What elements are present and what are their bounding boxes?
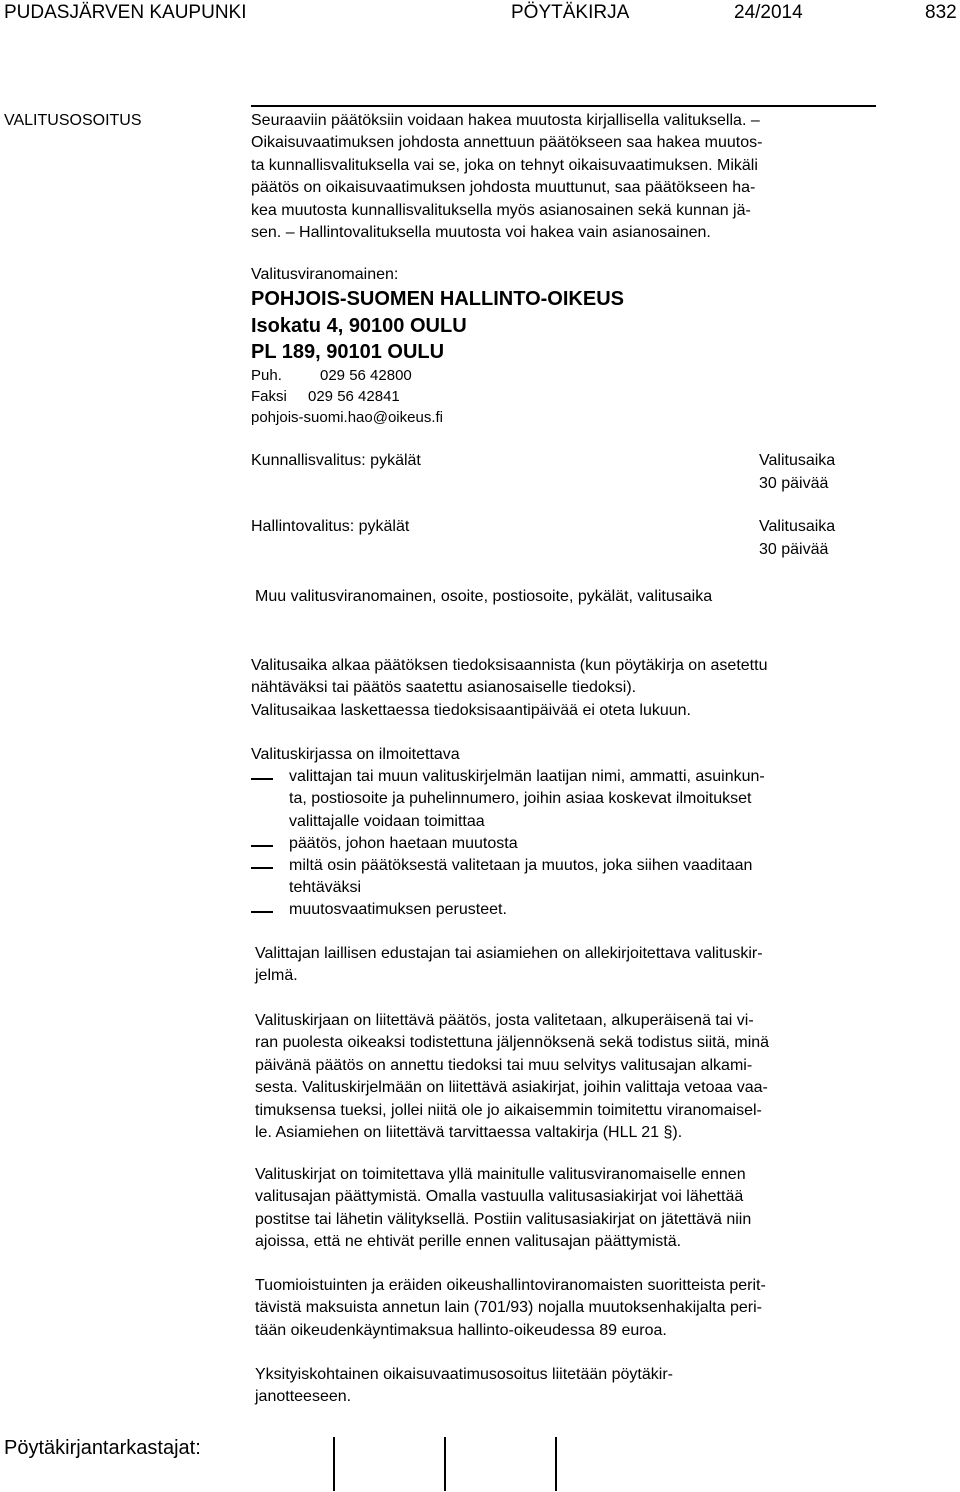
phone-label: Puh. [251,367,282,384]
dash-bullet [251,911,273,913]
text-line: kea muutosta kunnallisvalituksella myös asianosainen sekä kunnan jä- [251,201,751,219]
authority-email: pohjois-suomi.hao@oikeus.fi [251,409,443,426]
list-item [289,899,507,921]
text-line: Valittajan laillisen edustajan tai asiamiehen on allekirjoitettava valituskir- [255,945,763,962]
text-line: Valituskirjat on toimitettava yllä mainitulle valitusviranomaiselle ennen [255,1166,746,1183]
letter-heading: Valituskirjassa on ilmoitettava [251,746,460,763]
municipal-appeal-label: Kunnallisvalitus: pykälät [251,452,421,469]
dash-bullet [251,845,273,847]
text-line: päätös, johon haetaan muutosta [289,835,518,852]
authority-name: POHJOIS-SUOMEN HALLINTO-OIKEUS [251,288,624,310]
municipality-name: PUDASJÄRVEN KAUPUNKI [4,2,247,23]
text-line: Valitusaika alkaa päätöksen tiedoksisaannista (kun pöytäkirja on asetettu [251,657,768,674]
text-line: ran puolesta oikeaksi todistettuna jäljennöksenä sekä todistus siitä, minä [255,1034,770,1052]
text-line: muutosvaatimuksen perusteet. [289,901,507,918]
text-line: Seuraaviin päätöksiin voidaan hakea muutosta kirjallisella valituksella. – [251,112,760,129]
fees-paragraph [255,1275,766,1342]
section-label: VALITUSOSOITUS [4,112,142,129]
text-line: valittajan tai muun valituskirjelmän laatijan nimi, ammatti, asuinkun- [289,768,765,785]
page-number: 832 [925,2,957,23]
signature-separator [333,1437,335,1491]
period-start-paragraph [251,655,767,722]
text-line: miltä osin päätöksestä valitetaan ja muutos, joka siihen vaaditaan [289,857,753,874]
text-line: Tuomioistuinten ja eräiden oikeushallintoviranomaisten suoritteista perit- [255,1277,766,1294]
text-line: jelmä. [255,967,298,985]
text-line: Yksityiskohtainen oikaisuvaatimusosoitus liitetään pöytäkir- [255,1366,673,1383]
signature-paragraph [255,943,763,988]
appeal-period-value: 30 päivää [759,475,829,492]
list-item [289,833,518,855]
text-line: ta kunnallisvalituksella vai se, joka on tehnyt oikaisuvaatimuksen. Mikäli [251,156,758,174]
text-line: päätös on oikaisuvaatimuksen johdosta muuttunut, saa päätökseen ha- [251,179,756,197]
text-line: tehtäväksi [289,879,362,897]
appeal-period-label: Valitusaika [759,452,836,469]
text-line: le. Asiamiehen on liitettävä tarvittaessa valtakirja (HLL 21 §). [255,1124,683,1142]
text-line: Oikaisuvaatimuksen johdosta annettuun päätökseen saa hakea muutos- [251,134,763,152]
text-line: postitse tai lähetin välityksellä. Postiin valitusasiakirjat on jätettävä niin [255,1210,752,1228]
delivery-paragraph [255,1164,751,1254]
text-line: timuksensa tueksi, jollei niitä ole jo aikaisemmin toimitettu viranomaisel- [255,1101,762,1119]
section-divider [251,105,876,107]
appeal-period-label: Valitusaika [759,518,836,535]
text-line: nähtäväksi tai päätös saatettu asianosaiselle tiedoksi). [251,679,637,697]
list-item [289,855,752,900]
text-line: ajoissa, että ne ehtivät perille ennen valitusajan päättymistä. [255,1233,682,1251]
phone-number: 029 56 42800 [320,367,412,384]
text-line: tään oikeudenkäyntimaksua hallinto-oikeudessa 89 euroa. [255,1321,667,1339]
document-type: PÖYTÄKIRJA [511,2,630,23]
text-line: janotteeseen. [255,1388,352,1406]
intro-paragraph [251,110,762,244]
text-line: Valituskirjaan on liitettävä päätös, josta valitetaan, alkuperäisenä tai vi- [255,1012,754,1029]
fax-number: 029 56 42841 [308,388,400,405]
dash-bullet [251,867,273,869]
authority-label: Valitusviranomainen: [251,266,399,283]
administrative-appeal-label: Hallintovalitus: pykälät [251,518,410,535]
text-line: tävistä maksuista annetun lain (701/93) nojalla muutoksenhakijalta peri- [255,1299,762,1317]
protocol-number: 24/2014 [734,2,803,23]
text-line: ta, postiosoite ja puhelinnumero, joihin asiaa koskevat ilmoitukset [289,790,752,808]
signature-separator [555,1437,557,1491]
text-line: valittajalle voidaan toimittaa [289,812,485,830]
fax-label: Faksi [251,388,287,405]
dash-bullet [251,778,273,780]
text-line: sen. – Hallintovalituksella muutosta voi hakea vain asianosainen. [251,224,711,242]
text-line: valitusajan päättymistä. Omalla vastuulla valitusasiakirjat voi lähettää [255,1188,744,1206]
signature-separator [444,1437,446,1491]
text-line: sesta. Valituskirjelmään on liitettävä asiakirjat, joihin valittaja vetoaa vaa- [255,1079,768,1097]
authority-address: Isokatu 4, 90100 OULU [251,315,467,337]
other-authority-label: Muu valitusviranomainen, osoite, postiosoite, pykälät, valitusaika [255,588,713,605]
text-line: Valitusaikaa laskettaessa tiedoksisaantipäivää ei oteta lukuun. [251,701,691,719]
attachments-paragraph [255,1010,769,1144]
inspectors-label: Pöytäkirjantarkastajat: [4,1437,201,1459]
text-line: päivänä päätös on annettu tiedoksi tai muu selvitys valitusajan alkami- [255,1056,753,1074]
appeal-period-value: 30 päivää [759,541,829,558]
authority-po-box: PL 189, 90101 OULU [251,341,445,363]
rectification-paragraph [255,1364,673,1409]
list-item [289,766,765,833]
